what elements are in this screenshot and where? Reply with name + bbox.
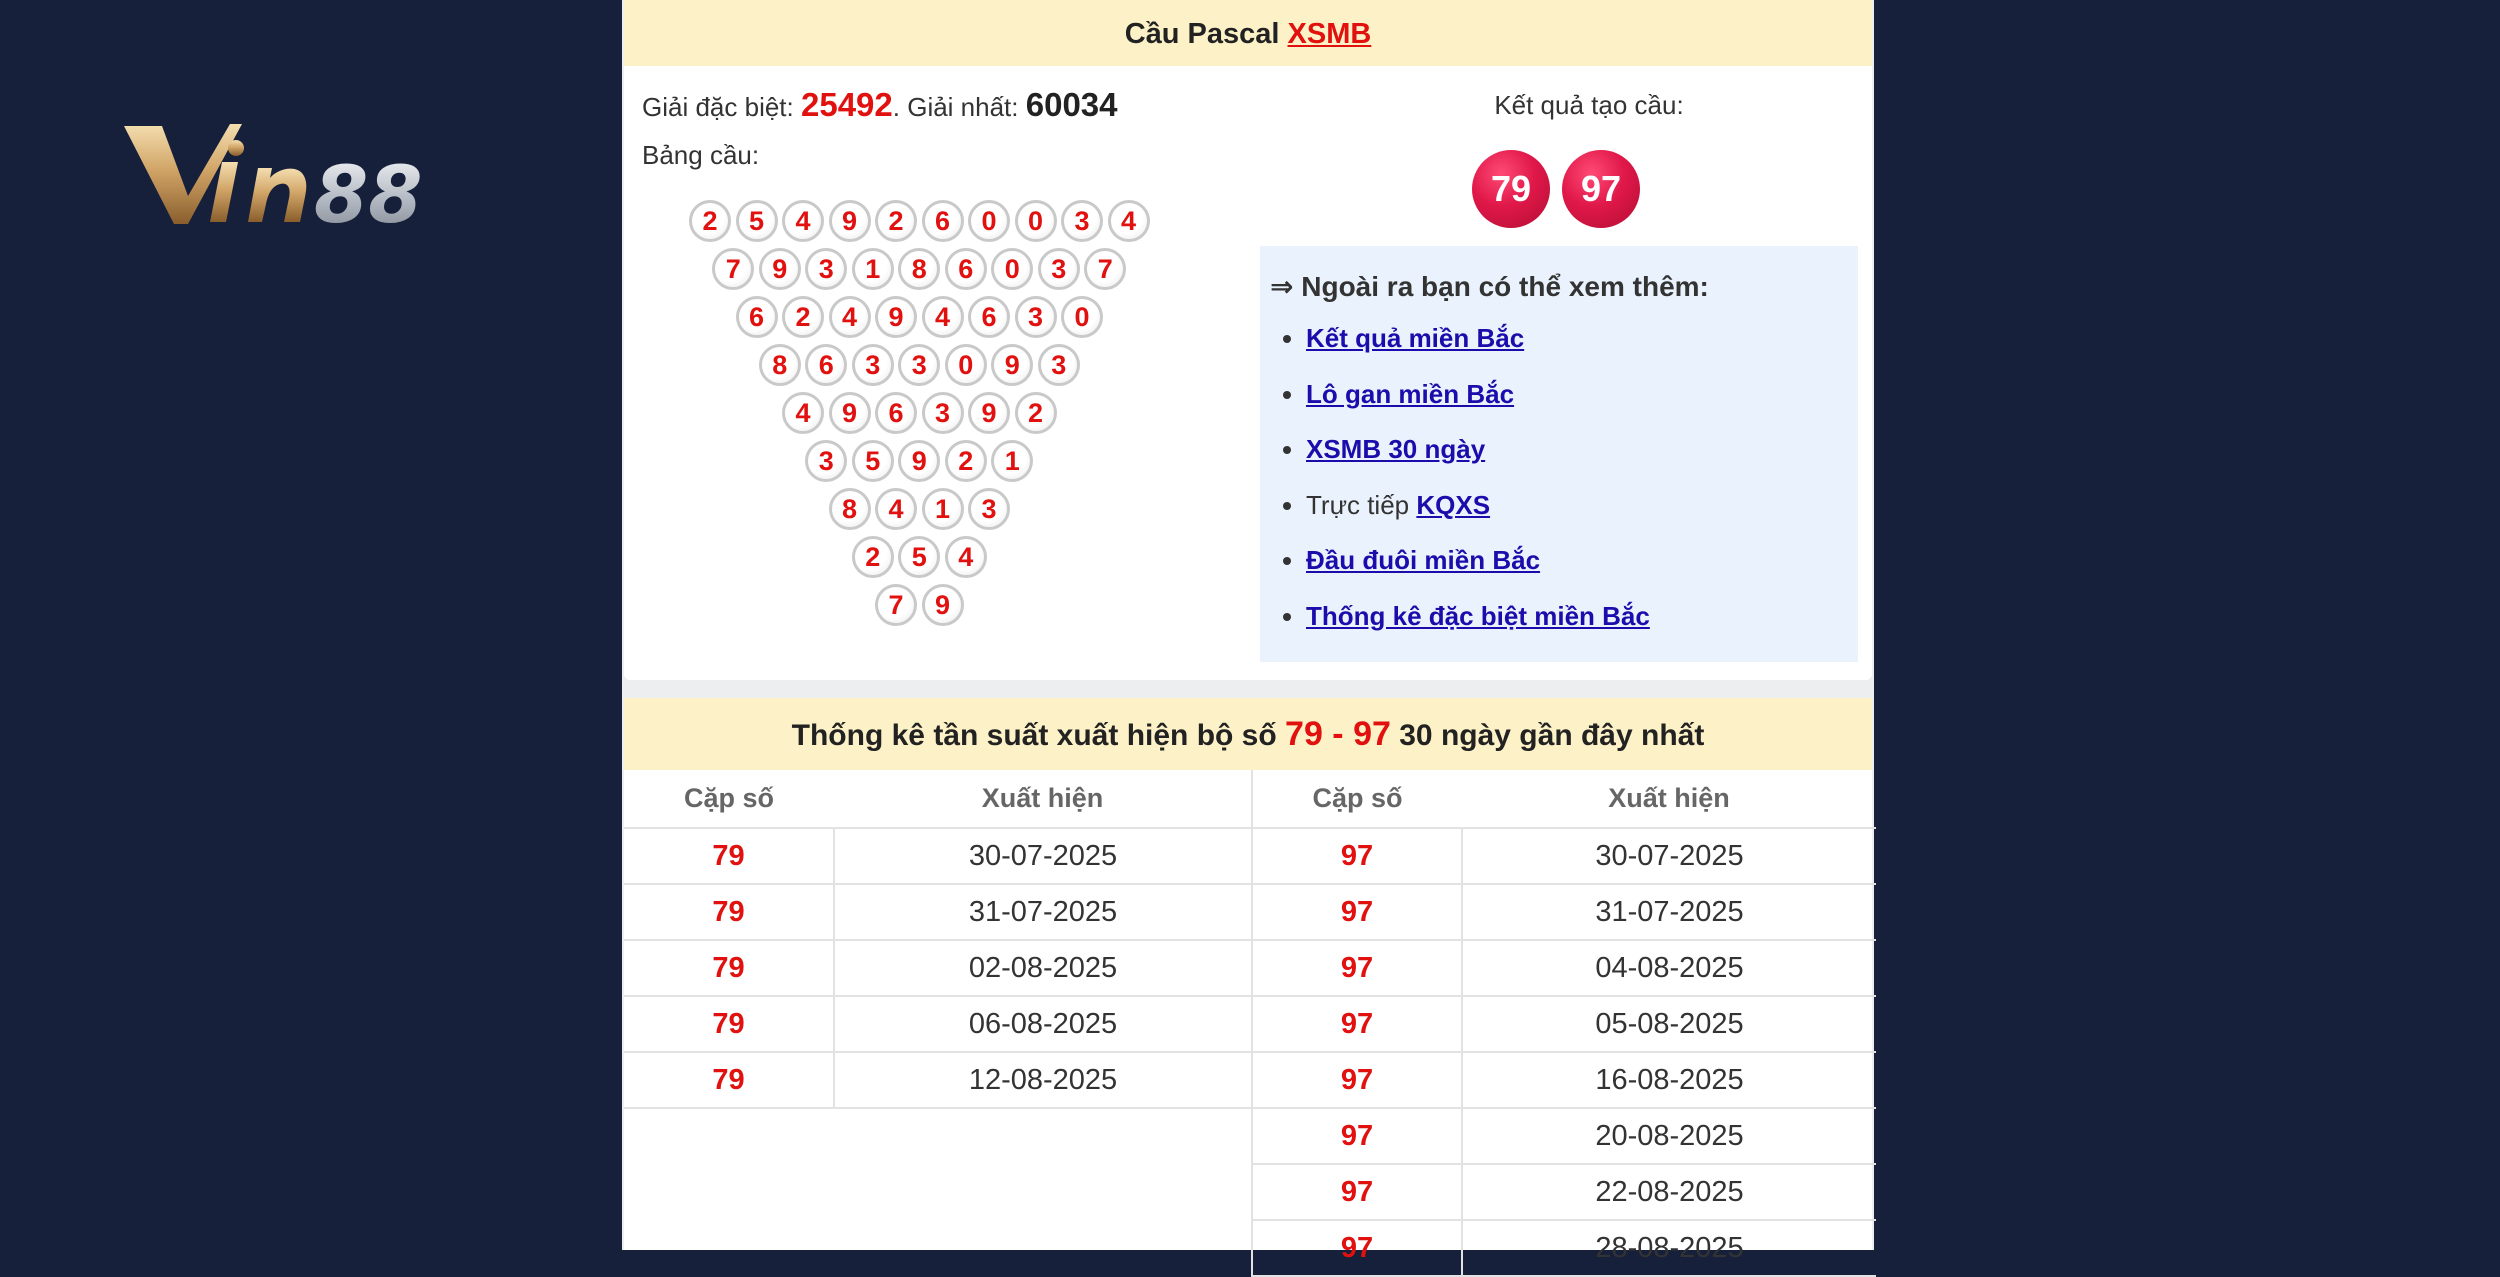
triangle-digit: 3	[1061, 200, 1103, 242]
date-cell	[834, 1220, 1252, 1276]
pair-cell: 79	[624, 1052, 834, 1108]
see-more-title: ⇒ Ngoài ra bạn có thể xem thêm:	[1270, 271, 1709, 302]
pair-cell: 97	[1252, 1220, 1462, 1276]
ket-qua-mien-bac-link[interactable]: Kết quả miền Bắc	[1306, 323, 1525, 353]
pair-cell	[624, 1220, 834, 1276]
triangle-digit: 5	[736, 200, 778, 242]
pair-cell: 97	[1252, 996, 1462, 1052]
triangle-digit: 0	[968, 200, 1010, 242]
date-cell	[834, 1164, 1252, 1220]
triangle-digit: 3	[852, 344, 894, 386]
date-cell: 28-08-2025	[1462, 1220, 1876, 1276]
triangle-digit: 0	[1061, 296, 1103, 338]
frequency-title-prefix: Thống kê tần suất xuất hiện bộ số	[791, 719, 1277, 752]
result-ball: 79	[1472, 150, 1550, 228]
first-prize-label: Giải nhất:	[907, 92, 1019, 122]
pascal-card	[624, 0, 1872, 680]
triangle-digit: 9	[759, 248, 801, 290]
table-row	[624, 940, 1876, 996]
triangle-digit: 9	[829, 392, 871, 434]
date-cell: 31-07-2025	[834, 884, 1252, 940]
column-header: Cặp số	[1252, 770, 1462, 828]
table-row	[624, 1052, 1876, 1108]
pair-cell: 79	[624, 996, 834, 1052]
list-item	[1306, 374, 1650, 430]
triangle-digit: 5	[898, 536, 940, 578]
list-item	[1306, 318, 1650, 374]
pair-cell: 97	[1252, 1164, 1462, 1220]
first-prize-value: 60034	[1025, 86, 1118, 123]
vin88-logo[interactable]	[122, 118, 482, 230]
column-header: Xuất hiện	[834, 770, 1252, 828]
triangle-digit: 7	[875, 584, 917, 626]
triangle-digit: 9	[829, 200, 871, 242]
table-row	[624, 884, 1876, 940]
frequency-table	[624, 770, 1876, 1277]
frequency-card	[624, 698, 1872, 1264]
triangle-digit: 2	[1015, 392, 1057, 434]
date-cell: 04-08-2025	[1462, 940, 1876, 996]
triangle-digit: 7	[712, 248, 754, 290]
triangle-digit: 9	[968, 392, 1010, 434]
triangle-digit: 9	[875, 296, 917, 338]
triangle-digit: 5	[852, 440, 894, 482]
list-item	[1306, 596, 1650, 652]
pair-cell	[624, 1164, 834, 1220]
pascal-title: Cầu Pascal	[1124, 18, 1280, 50]
date-cell: 12-08-2025	[834, 1052, 1252, 1108]
triangle-digit: 3	[805, 248, 847, 290]
triangle-digit: 3	[898, 344, 940, 386]
date-cell: 31-07-2025	[1462, 884, 1876, 940]
frequency-title-suffix: 30 ngày gần đây nhất	[1399, 719, 1705, 752]
date-cell: 05-08-2025	[1462, 996, 1876, 1052]
column-header: Cặp số	[624, 770, 834, 828]
special-prize-value: 25492	[800, 86, 893, 123]
pair-cell: 79	[624, 884, 834, 940]
list-item	[1306, 540, 1650, 596]
triangle-digit: 1	[922, 488, 964, 530]
table-row	[624, 1108, 1876, 1164]
date-cell: 16-08-2025	[1462, 1052, 1876, 1108]
triangle-digit: 6	[805, 344, 847, 386]
triangle-digit: 0	[1015, 200, 1057, 242]
pair-cell: 97	[1252, 828, 1462, 884]
date-cell: 06-08-2025	[834, 996, 1252, 1052]
triangle-digit: 4	[782, 200, 824, 242]
triangle-digit: 6	[875, 392, 917, 434]
triangle-digit: 8	[898, 248, 940, 290]
frequency-header	[624, 698, 1872, 770]
table-header-row	[624, 770, 1876, 828]
dau-duoi-mien-bac-link[interactable]: Đầu đuôi miền Bắc	[1306, 545, 1541, 576]
triangle-digit: 2	[945, 440, 987, 482]
pair-cell: 97	[1252, 1108, 1462, 1164]
triangle-digit: 3	[1038, 248, 1080, 290]
pair-cell: 97	[1252, 884, 1462, 940]
date-cell: 22-08-2025	[1462, 1164, 1876, 1220]
triangle-digit: 3	[1015, 296, 1057, 338]
triangle-digit: 0	[991, 248, 1033, 290]
xsmb-30-ngay-link[interactable]: XSMB 30 ngày	[1306, 434, 1486, 465]
table-row	[624, 996, 1876, 1052]
pair-cell	[624, 1108, 834, 1164]
bang-cau-label: Bảng cầu:	[642, 140, 760, 170]
pascal-triangle	[624, 0, 1324, 650]
triangle-digit: 3	[1038, 344, 1080, 386]
frequency-title-pair: 79 - 97	[1285, 715, 1391, 753]
triangle-digit: 9	[922, 584, 964, 626]
triangle-digit: 3	[805, 440, 847, 482]
svg-text:88: 88	[314, 151, 423, 230]
triangle-digit: 6	[968, 296, 1010, 338]
date-cell: 30-07-2025	[834, 828, 1252, 884]
list-item	[1306, 485, 1650, 541]
see-more-list	[1260, 318, 1650, 652]
triangle-digit: 2	[782, 296, 824, 338]
special-prize-label: Giải đặc biệt:	[642, 92, 794, 122]
triangle-digit: 4	[875, 488, 917, 530]
triangle-digit: 4	[782, 392, 824, 434]
triangle-digit: 4	[1108, 200, 1150, 242]
prize-separator: .	[892, 92, 900, 122]
triangle-digit: 1	[852, 248, 894, 290]
table-row	[624, 1220, 1876, 1276]
triangle-digit: 8	[829, 488, 871, 530]
table-row	[624, 1164, 1876, 1220]
triangle-digit: 6	[922, 200, 964, 242]
triangle-digit: 7	[1084, 248, 1126, 290]
triangle-digit: 6	[736, 296, 778, 338]
triangle-digit: 3	[922, 392, 964, 434]
triangle-digit: 3	[968, 488, 1010, 530]
date-cell: 02-08-2025	[834, 940, 1252, 996]
result-label: Kết quả tạo cầu:	[1494, 90, 1684, 120]
date-cell	[834, 1108, 1252, 1164]
result-ball: 97	[1562, 150, 1640, 228]
triangle-digit: 4	[922, 296, 964, 338]
triangle-digit: 2	[689, 200, 731, 242]
pair-cell: 97	[1252, 940, 1462, 996]
column-header: Xuất hiện	[1462, 770, 1876, 828]
date-cell: 20-08-2025	[1462, 1108, 1876, 1164]
triangle-digit: 4	[829, 296, 871, 338]
kqxs-link[interactable]: KQXS	[1416, 489, 1491, 520]
date-cell: 30-07-2025	[1462, 828, 1876, 884]
xsmb-link[interactable]: XSMB	[1287, 18, 1372, 50]
triangle-digit: 4	[945, 536, 987, 578]
table-row	[624, 828, 1876, 884]
triangle-digit: 2	[875, 200, 917, 242]
lo-gan-mien-bac-link[interactable]: Lô gan miền Bắc	[1306, 378, 1515, 409]
triangle-digit: 8	[759, 344, 801, 386]
triangle-digit: 2	[852, 536, 894, 578]
pair-cell: 79	[624, 940, 834, 996]
triangle-digit: 9	[898, 440, 940, 482]
see-more-box	[1260, 246, 1858, 662]
triangle-digit: 1	[991, 440, 1033, 482]
pair-cell: 97	[1252, 1052, 1462, 1108]
triangle-digit: 9	[991, 344, 1033, 386]
list-item	[1306, 429, 1650, 485]
truc-tiep-label: Trực tiếp	[1306, 489, 1417, 520]
main-panel	[622, 0, 1874, 1264]
triangle-digit: 0	[945, 344, 987, 386]
thong-ke-dac-biet-link[interactable]: Thống kê đặc biệt miền Bắc	[1306, 600, 1650, 631]
triangle-digit: 6	[945, 248, 987, 290]
pair-cell: 79	[624, 828, 834, 884]
